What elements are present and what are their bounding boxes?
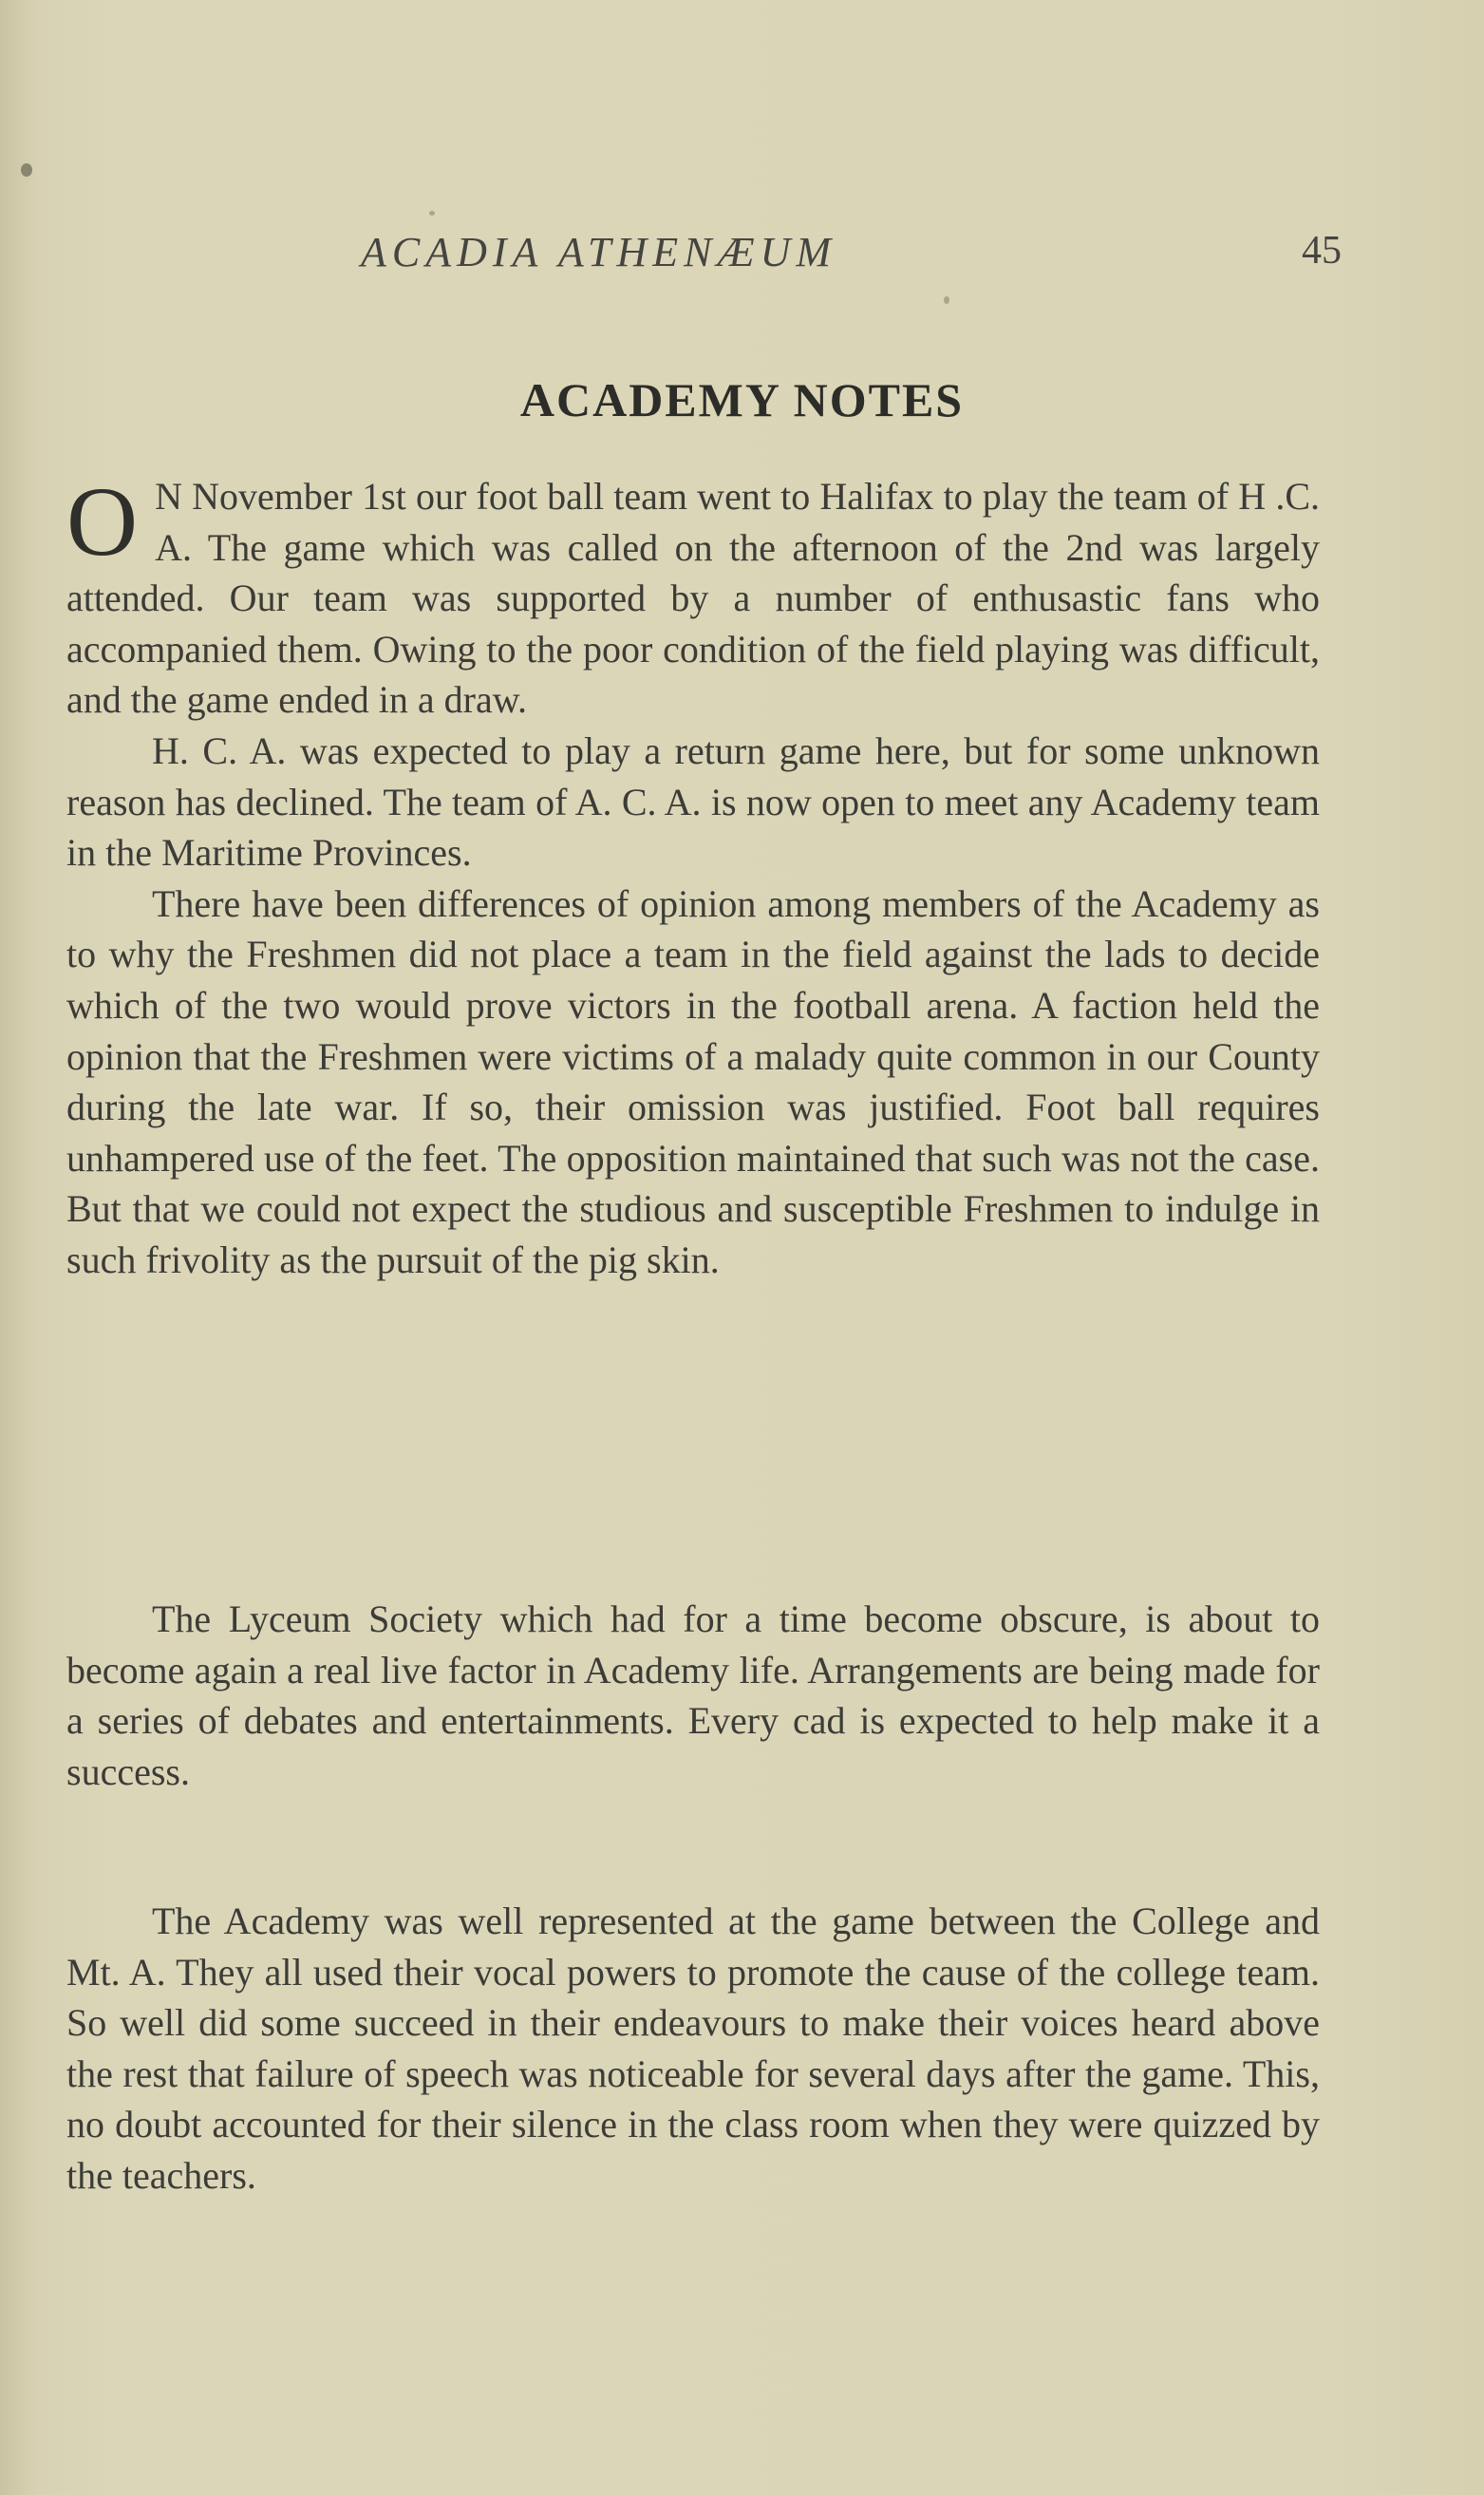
ink-speck: [944, 296, 949, 304]
running-title: ACADIA ATHENÆUM: [361, 229, 837, 275]
ink-speck: [429, 211, 435, 216]
article-block-football: [66, 467, 1320, 1286]
drop-cap: O: [66, 467, 139, 576]
article-block-game: [66, 1896, 1320, 2202]
running-head: [361, 228, 1342, 285]
ink-speck: [21, 163, 32, 177]
paragraph: There have been differences of opinion among members of the Academy as to why the Freshmen did not place a team in the field against the lads to decide which of the two would prove victors in the football arena. A faction held the opinion that the Freshmen were victims of a malady quite common in our County during the late war. If so, their omission was justified. Foot ball requires unhampered use of the feet. The opposition maintained that such was not the case. But that we could not expect the studious and susceptible Freshmen to indulge in such frivolity as the pursuit of the pig skin.: [66, 881, 1320, 1281]
paragraph: H. C. A. was expected to play a return game here, but for some unknown reason has declined. The team of A. C. A. is now open to meet any Academy team in the Maritime Provinces.: [66, 728, 1320, 875]
paragraph-text: N November 1st our foot ball team went to Halifax to play the team of H .C. A. The game which was called on the afternoon of the 2nd was largely attended. Our team was supported by a number of enthusastic fans who accompanied them. Owing to the poor condition of the field playing was difficult, and the game ended in a draw.: [66, 475, 1320, 722]
section-title: ACADEMY NOTES: [519, 373, 965, 426]
paragraph: The Academy was well represented at the game between the College and Mt. A. They all used their vocal powers to promote the cause of the college team. So well did some succeed in their endeavours to make their voices heard above the rest that failure of speech was noticeable for several days after the game. This, no doubt accounted for their silence in the class room when they were quizzed by the teachers.: [66, 1900, 1320, 2197]
article-block-lyceum: [66, 1594, 1320, 1797]
paragraph: [66, 467, 1320, 726]
page-number: 45: [1302, 229, 1342, 273]
paragraph: The Lyceum Society which had for a time become obscure, is about to become again a real live factor in Academy life. Arrangements are being made for a series of debates and entertainments. Every cad is expected to help make it a success.: [66, 1597, 1320, 1793]
